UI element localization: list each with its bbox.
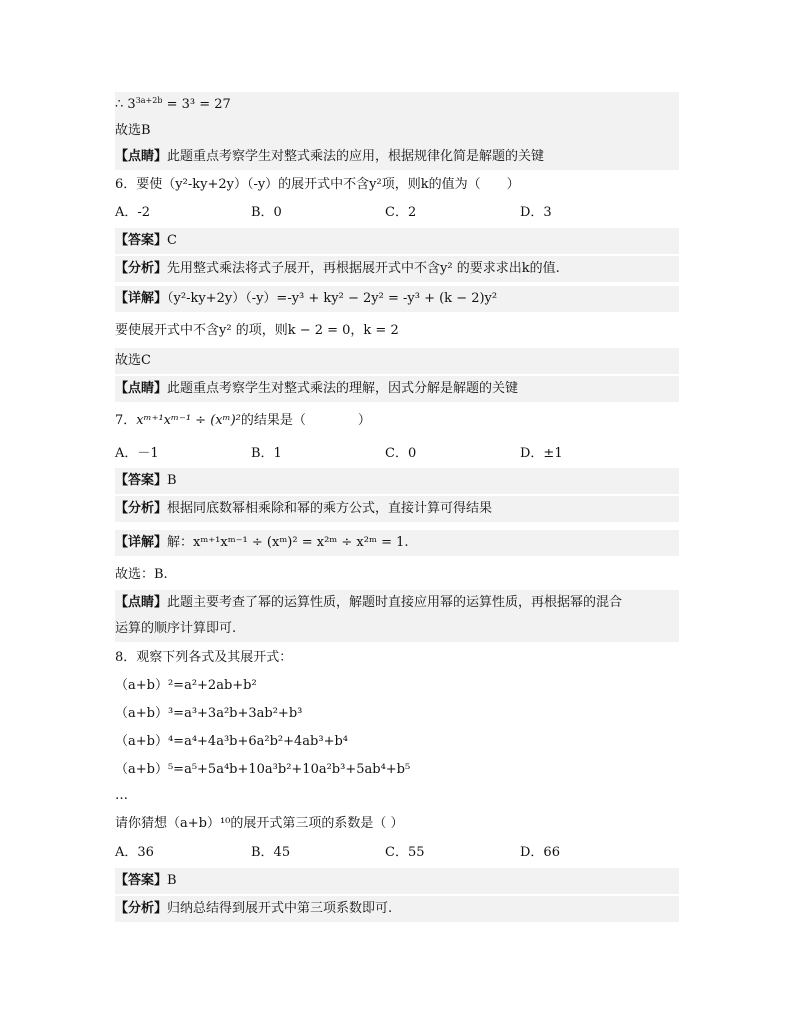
analysis-tag: 【分析】: [115, 261, 168, 276]
analysis-text: 归纳总结得到展开式中第三项系数即可.: [167, 901, 393, 916]
option-d: D．±1: [520, 446, 563, 461]
answer-tag: 【答案】: [115, 233, 168, 248]
question-expression: xᵐ⁺¹xᵐ⁻¹ ÷ (xᵐ)²: [136, 413, 241, 428]
option-b: B．1: [251, 446, 282, 461]
question-6-options: [115, 200, 679, 226]
analysis-6: [115, 256, 679, 282]
comment-6: [115, 376, 679, 402]
detail-6-condition: 要使展开式中不含y² 的项，则k − 2 = 0，k = 2: [115, 323, 399, 338]
option-c: C．0: [385, 446, 417, 461]
exponent: 3a+2b: [135, 96, 163, 105]
option-c: C．2: [385, 205, 417, 220]
choice-line: 故选B: [115, 118, 679, 144]
answer-text: B: [167, 473, 177, 488]
comment-7-continued: 运算的顺序计算即可.: [115, 616, 679, 642]
comment-text: 此题重点考察学生对整式乘法的理解，因式分解是解题的关键: [167, 381, 519, 396]
question-text: 的结果是（ ）: [240, 413, 371, 428]
analysis-tag: 【分析】: [115, 501, 168, 516]
question-number: 7．: [115, 413, 137, 428]
detail-text: 解：xᵐ⁺¹xᵐ⁻¹ ÷ (xᵐ)² = x²ᵐ ÷ x²ᵐ = 1.: [167, 535, 409, 550]
answer-tag: 【答案】: [115, 473, 168, 488]
ellipsis: …: [115, 788, 128, 803]
answer-text: B: [167, 873, 177, 888]
answer-text: C: [167, 233, 177, 248]
analysis-8: [115, 896, 679, 922]
answer-7: [115, 468, 679, 494]
option-a: A．－1: [115, 446, 159, 461]
analysis-text: 先用整式乘法将式子展开，再根据展开式中不含y² 的要求求出k的值.: [167, 261, 560, 276]
option-a: A．36: [115, 845, 154, 860]
option-b: B．45: [251, 845, 291, 860]
question-6: 6．要使（y²-ky+2y）（-y）的展开式中不含y²项，则k的值为（ ）: [115, 177, 520, 192]
question-8-options: [115, 840, 679, 866]
comment-text: 此题主要考查了幂的运算性质，解题时直接应用幂的运算性质，再根据幂的混合: [167, 595, 623, 610]
choice-7: 故选：B.: [115, 567, 168, 582]
expansion-cube: （a+b）³=a³+3a²b+3ab²+b³: [115, 706, 303, 721]
detail-tag: 【详解】: [115, 535, 168, 550]
choice-6: 故选C: [115, 348, 679, 374]
question-8: 8．观察下列各式及其展开式：: [115, 650, 293, 665]
expansion-fifth: （a+b）⁵=a⁵+5a⁴b+10a³b²+10a²b³+5ab⁴+b⁵: [115, 762, 411, 777]
comment-tag: 【点睛】: [115, 381, 168, 396]
answer-6: [115, 228, 679, 254]
option-a: A．-2: [115, 205, 151, 220]
question-7-options: [115, 441, 679, 467]
analysis-text: 根据同底数幂相乘除和幂的乘方公式，直接计算可得结果: [167, 501, 493, 516]
option-d: D．3: [520, 205, 552, 220]
answer-8: [115, 868, 679, 894]
question-8-prompt: 请你猜想（a+b）¹⁰的展开式第三项的系数是（ ）: [115, 816, 404, 831]
comment-text: 此题重点考察学生对整式乘法的应用，根据规律化简是解题的关键: [167, 149, 545, 164]
comment-tag: 【点睛】: [115, 149, 168, 164]
answer-tag: 【答案】: [115, 873, 168, 888]
comment-line: [115, 144, 679, 170]
solution-line-result: ∴ $3^{3a+2b} = 3^3 = 27$: [115, 92, 679, 118]
result-text: = 3³ = 27: [162, 97, 231, 112]
question-7: [115, 408, 679, 434]
detail-text: （y²-ky+2y）（-y）=-y³ + ky² − 2y² = -y³ + (k − 2)y²: [167, 291, 498, 306]
detail-7: [115, 530, 679, 556]
comment-tag: 【点睛】: [115, 595, 168, 610]
option-b: B．0: [251, 205, 282, 220]
expansion-square: （a+b）²=a²+2ab+b²: [115, 678, 257, 693]
detail-tag: 【详解】: [115, 291, 168, 306]
option-c: C．55: [385, 845, 425, 860]
analysis-7: [115, 496, 679, 522]
comment-7: [115, 590, 679, 616]
option-d: D．66: [520, 845, 560, 860]
expansion-fourth: （a+b）⁴=a⁴+4a³b+6a²b²+4ab³+b⁴: [115, 734, 349, 749]
analysis-tag: 【分析】: [115, 901, 168, 916]
detail-6: [115, 286, 679, 312]
